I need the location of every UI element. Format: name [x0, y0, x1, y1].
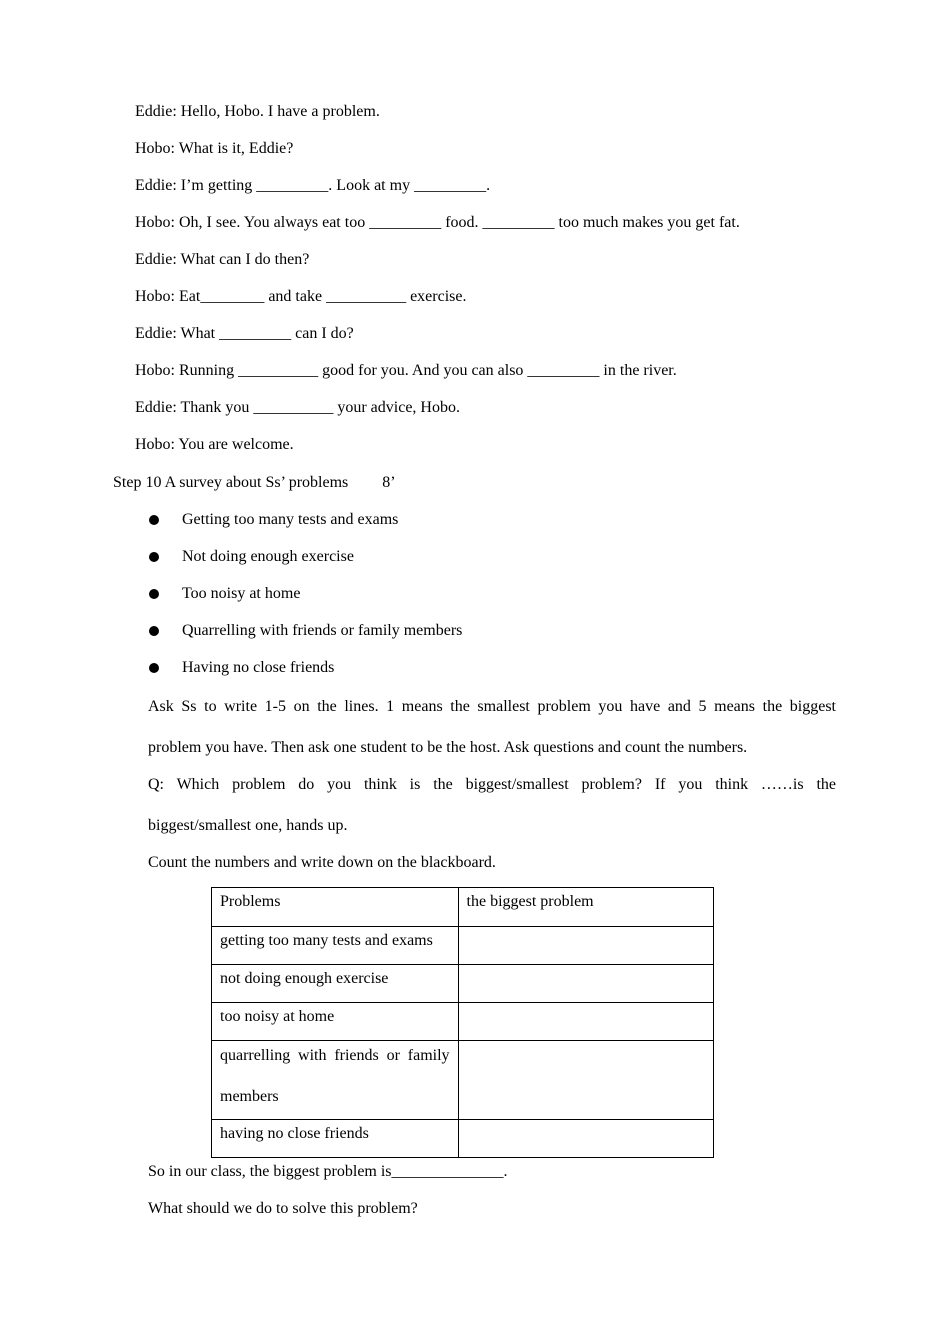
- table-cell: having no close friends: [212, 1120, 459, 1158]
- table-header-row: [212, 888, 714, 927]
- dialogue-line: Eddie: Thank you __________ your advice, Hobo.: [135, 399, 460, 416]
- table-cell: [212, 1041, 459, 1120]
- bullet-icon: [149, 626, 159, 636]
- bullet-item: Not doing enough exercise: [182, 548, 354, 565]
- table-cell: [458, 1120, 713, 1158]
- bullet-icon: [149, 552, 159, 562]
- bullet-item: Getting too many tests and exams: [182, 511, 399, 528]
- dialogue-line: Eddie: Hello, Hobo. I have a problem.: [135, 103, 380, 120]
- bullet-item: Having no close friends: [182, 659, 335, 676]
- table-cell: [458, 1041, 713, 1120]
- instruction-text: Ask Ss to write 1-5 on the lines. 1 means the smallest problem you have and 5 means the biggest: [148, 698, 836, 715]
- table-header-cell: Problems: [212, 888, 459, 927]
- dialogue-line: Eddie: I’m getting _________. Look at my _________.: [135, 177, 491, 194]
- question-text: Q: Which problem do you think is the biggest/smallest problem? If you think ……is the: [148, 776, 836, 793]
- table-cell: [458, 1003, 713, 1041]
- table-cell: not doing enough exercise: [212, 965, 459, 1003]
- dialogue-line: Eddie: What _________ can I do?: [135, 325, 354, 342]
- table-cell: too noisy at home: [212, 1003, 459, 1041]
- table-row: [212, 1120, 714, 1158]
- table-row: [212, 927, 714, 965]
- step-title: Step 10 A survey about Ss’ problems: [113, 474, 349, 491]
- dialogue-line: Hobo: Oh, I see. You always eat too _________ food. _________ too much makes you get fat.: [135, 214, 740, 231]
- bullet-icon: [149, 515, 159, 525]
- step-heading: [113, 473, 396, 493]
- question-text: biggest/smallest one, hands up.: [148, 817, 348, 834]
- dialogue-line: Hobo: Eat________ and take __________ exercise.: [135, 288, 467, 305]
- question-text: What should we do to solve this problem?: [148, 1200, 418, 1217]
- bullet-icon: [149, 663, 159, 673]
- step-time: 8’: [382, 474, 396, 491]
- survey-table: [211, 887, 714, 1158]
- dialogue-line: Hobo: What is it, Eddie?: [135, 140, 294, 157]
- instruction-text: Count the numbers and write down on the blackboard.: [148, 854, 496, 871]
- table-cell: getting too many tests and exams: [212, 927, 459, 965]
- table-cell-text: quarrelling with friends or family members: [220, 1047, 450, 1105]
- conclusion-text: So in our class, the biggest problem is______________.: [148, 1163, 508, 1180]
- dialogue-line: Eddie: What can I do then?: [135, 251, 310, 268]
- bullet-item: Quarrelling with friends or family members: [182, 622, 463, 639]
- dialogue-line: Hobo: Running __________ good for you. And you can also _________ in the river.: [135, 362, 677, 379]
- table-row: [212, 1041, 714, 1120]
- instruction-text: problem you have. Then ask one student to be the host. Ask questions and count the numbers.: [148, 739, 748, 756]
- table-row: [212, 965, 714, 1003]
- bullet-item: Too noisy at home: [182, 585, 301, 602]
- dialogue-line: Hobo: You are welcome.: [135, 436, 294, 453]
- table-cell: [458, 927, 713, 965]
- table-cell: [458, 965, 713, 1003]
- table-header-cell: the biggest problem: [458, 888, 713, 927]
- bullet-icon: [149, 589, 159, 599]
